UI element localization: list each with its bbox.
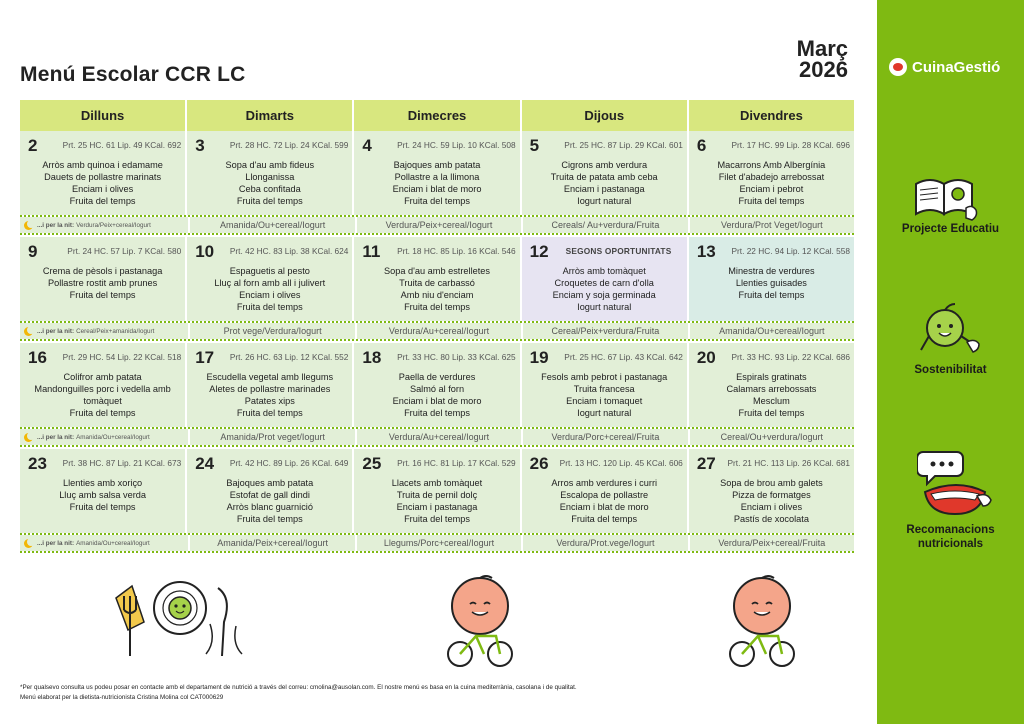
day-cell xyxy=(522,449,689,533)
dish-item: Fruita del temps xyxy=(236,514,303,524)
dish-item: Enciam i olives xyxy=(740,502,803,512)
day-number: 11 xyxy=(362,242,381,261)
dish-item: Bajoques amb patata xyxy=(393,160,481,170)
dish-item: Mesclum xyxy=(753,396,790,406)
dinner-suggestion xyxy=(357,323,523,339)
dish-item: Enciam i pebrot xyxy=(739,184,804,194)
day-number: 12 xyxy=(529,242,549,261)
sidebar-item-projecte-educatiu[interactable]: Projecte Educatiu xyxy=(901,223,1000,235)
dinner-suggestion xyxy=(20,535,190,551)
dish-item: Amb niu d'enciam xyxy=(400,290,474,300)
dish-list xyxy=(24,159,181,207)
dish-item: Truita de patata amb ceba xyxy=(550,172,658,182)
dinner-text: Amanida/Prot veget/Iogurt xyxy=(220,432,325,442)
dinner-text: Verdura/Prot Veget/Iogurt xyxy=(721,220,823,230)
nutrition-info: Prt. 26 HC. 63 Lip. 12 KCal. 552 xyxy=(229,352,349,362)
moon-icon xyxy=(24,221,33,230)
plate-cutlery-illustration xyxy=(100,578,250,662)
dinner-text: Prot vege/Verdura/Iogurt xyxy=(223,326,322,336)
nutrition-info: Prt. 17 HC. 99 Lip. 28 KCal. 696 xyxy=(731,140,851,150)
dinner-text: Amanida/Ou+cereal/Iogurt xyxy=(219,220,326,230)
day-number: 10 xyxy=(195,242,215,261)
nutrition-info: Prt. 29 HC. 54 Lip. 22 KCal. 518 xyxy=(62,352,182,362)
moon-icon xyxy=(24,327,33,336)
dish-item: Truita de pernil dolç xyxy=(396,490,478,500)
menu-grid xyxy=(20,100,854,553)
day-number: 24 xyxy=(195,454,215,473)
nutrition-info: Prt. 24 HC. 57 Lip. 7 KCal. 580 xyxy=(67,246,182,256)
night-label: ...i per la nit: xyxy=(37,327,75,335)
nutrition-info: Prt. 24 HC. 59 Lip. 10 KCal. 508 xyxy=(397,140,516,150)
dish-item: Aletes de pollastre marinades xyxy=(209,384,331,394)
dish-item: Llenties amb xoriço xyxy=(63,478,143,488)
day-cell xyxy=(522,131,689,215)
footer-credit: Menú elaborat per la dietista-nutricionista Cristina Molina col CAT000629 xyxy=(20,694,224,701)
dish-list xyxy=(358,159,515,207)
dish-item: Fruita del temps xyxy=(738,290,805,300)
day-number: 18 xyxy=(362,348,382,367)
dinner-suggestion xyxy=(523,535,689,551)
dinner-suggestion xyxy=(20,323,190,339)
dish-item: Fruita del temps xyxy=(404,408,470,418)
dinner-text: Cereal/Peix+amanida/Iogurt xyxy=(76,327,155,335)
dinner-text: Amanida/Peix+cereal/Iogurt xyxy=(217,538,329,548)
dish-item: Truita de carbassó xyxy=(399,278,475,288)
day-cell xyxy=(20,237,187,321)
dish-item: Fruita del temps xyxy=(236,196,303,206)
dish-item: Enciam i olives xyxy=(71,184,134,194)
day-cell xyxy=(187,131,354,215)
day-number: 3 xyxy=(195,136,205,155)
month-year xyxy=(778,38,848,80)
dish-item: Pastís de xocolata xyxy=(733,514,809,524)
dish-list xyxy=(526,265,683,313)
night-label: ...i per la nit: xyxy=(37,539,75,547)
dish-list xyxy=(358,477,515,525)
day-cells-row xyxy=(20,131,854,215)
day-cell xyxy=(354,131,521,215)
dish-item: Enciam i tomaquet xyxy=(566,396,643,406)
nutrition-info: Prt. 25 HC. 61 Lip. 49 KCal. 692 xyxy=(62,140,182,150)
dish-item: Escudella vegetal amb llegums xyxy=(206,372,334,382)
dish-item: Patates xips xyxy=(244,396,295,406)
dish-item: Arròs amb tomàquet xyxy=(562,266,646,276)
day-cell xyxy=(689,449,854,533)
dish-item: Fesols amb pebrot i pastanaga xyxy=(541,372,668,382)
dish-item: Mandonguilles porc i vedella amb tomàquet xyxy=(34,384,171,406)
dish-list xyxy=(526,159,683,207)
special-label: SEGONS OPORTUNITATS xyxy=(565,246,672,256)
dish-item: Pizza de formatges xyxy=(732,490,811,500)
day-cell xyxy=(689,343,854,427)
nutrition-info: Prt. 42 HC. 83 Lip. 38 KCal. 624 xyxy=(229,246,349,256)
moon-icon xyxy=(24,539,33,548)
dish-list xyxy=(191,371,348,419)
dish-list xyxy=(191,159,348,207)
day-cell xyxy=(689,237,854,321)
dinner-text: Verdura/Prot.vege/Iogurt xyxy=(556,538,655,548)
dish-item: Bajoques amb patata xyxy=(226,478,314,488)
dish-item: Iogurt natural xyxy=(577,408,632,418)
dinner-suggestion xyxy=(690,535,854,551)
footer-note xyxy=(20,683,577,703)
dinner-suggestion xyxy=(190,217,356,233)
nutrition-info: Prt. 25 HC. 67 Lip. 43 KCal. 642 xyxy=(564,352,683,362)
day-number: 9 xyxy=(28,242,38,261)
dish-item: Arros amb verdures i curri xyxy=(551,478,658,488)
dish-item: Espaguetis al pesto xyxy=(229,266,310,276)
dinner-suggestion xyxy=(357,429,523,445)
day-cell xyxy=(187,237,354,321)
dish-list xyxy=(693,265,850,301)
dinner-text: Amanida/Ou+cereal/Iogurt xyxy=(76,539,150,547)
dinner-suggestion xyxy=(690,217,854,233)
day-number: 6 xyxy=(696,136,707,155)
speech-mouth-icon xyxy=(917,446,993,518)
day-number: 20 xyxy=(696,348,716,367)
dish-list xyxy=(358,371,515,419)
day-header: Dimecres xyxy=(354,100,521,131)
dish-item: Enciam i blat de moro xyxy=(392,396,482,406)
peach-cyclist-illustration xyxy=(440,574,520,674)
dish-item: Iogurt natural xyxy=(577,196,632,206)
dinner-text: Verdura/Peix+cereal/Fruita xyxy=(718,538,826,548)
dish-list xyxy=(191,265,348,313)
nutrition-info: Prt. 18 HC. 85 Lip. 16 KCal. 546 xyxy=(397,246,516,256)
nutrition-info: Prt. 33 HC. 93 Lip. 22 KCal. 686 xyxy=(731,352,851,362)
dish-item: Fruita del temps xyxy=(69,290,136,300)
dish-item: Enciam i olives xyxy=(239,290,301,300)
dish-list xyxy=(526,371,683,419)
peach-cyclist-illustration xyxy=(722,574,802,674)
day-number: 19 xyxy=(529,348,549,367)
dinner-text: Cereal/Ou+verdura/Iogurt xyxy=(720,432,823,442)
dish-list xyxy=(526,477,683,525)
dinner-suggestion xyxy=(523,323,689,339)
dish-item: Dauets de pollastre marinats xyxy=(44,172,162,182)
day-number: 23 xyxy=(28,454,47,473)
footer-contact: *Per qualsevo consulta us podeu posar en contacte amb el departament de nutrició a través del correu: cmolina@ausolan.com. El nostre menú es basa en la cuina mediterrània, casolana i de qualitat. xyxy=(20,684,577,691)
dish-item: Filet d'abadejo arrebossat xyxy=(718,172,825,182)
dish-item: Estofat de gall dindi xyxy=(229,490,310,500)
open-book-icon xyxy=(910,170,982,228)
nutrition-info: Prt. 28 HC. 72 Lip. 24 KCal. 599 xyxy=(229,140,349,150)
dinner-suggestion xyxy=(523,217,689,233)
brand-mark-icon xyxy=(889,58,907,76)
dish-list xyxy=(191,477,348,525)
dish-list xyxy=(693,477,850,525)
dinner-suggestions-row xyxy=(20,321,854,341)
dish-list xyxy=(24,265,181,301)
nutrition-info: Prt. 33 HC. 80 Lip. 33 KCal. 625 xyxy=(397,352,516,362)
dish-item: Fruita del temps xyxy=(404,196,470,206)
dinner-text: Verdura/Porc+cereal/Fruita xyxy=(551,432,660,442)
nutrition-info: Prt. 13 HC. 120 Lip. 45 KCal. 606 xyxy=(559,458,683,468)
day-cell xyxy=(20,343,187,427)
dinner-suggestion xyxy=(20,217,190,233)
brand-name: CuinaGestió xyxy=(912,58,1001,76)
day-cell xyxy=(20,449,187,533)
dish-item: Salmó al forn xyxy=(409,384,465,394)
dish-item: Llonganissa xyxy=(245,172,295,182)
day-number: 17 xyxy=(195,348,215,367)
nutrition-info: Prt. 16 HC. 81 Lip. 17 KCal. 529 xyxy=(397,458,516,468)
dinner-suggestion xyxy=(690,323,854,339)
week-row xyxy=(20,449,854,553)
day-cell xyxy=(354,343,521,427)
dish-item: Llacets amb tomàquet xyxy=(391,478,483,488)
dinner-text: Verdura/Peix+cereal/Iogurt xyxy=(385,220,493,230)
dish-item: Enciam i blat de moro xyxy=(559,502,649,512)
nutrition-info: Prt. 25 HC. 87 Lip. 29 KCal. 601 xyxy=(564,140,683,150)
dish-list xyxy=(24,477,181,513)
nutrition-info: Prt. 42 HC. 89 Lip. 26 KCal. 649 xyxy=(229,458,349,468)
dish-item: Macarrons Amb Albergínia xyxy=(717,160,826,170)
dish-item: Enciam y soja germinada xyxy=(552,290,656,300)
day-cells-row xyxy=(20,343,854,427)
dish-item: Croquetes de carn d'olla xyxy=(554,278,654,288)
dinner-suggestions-row xyxy=(20,533,854,553)
dinner-suggestion xyxy=(20,429,190,445)
dish-item: Fruita del temps xyxy=(236,302,303,312)
dish-item: Lluç al forn amb all i julivert xyxy=(214,278,326,288)
dish-item: Enciam i pastanaga xyxy=(563,184,645,194)
dish-list xyxy=(693,159,850,207)
dinner-suggestion xyxy=(190,429,356,445)
sidebar xyxy=(877,0,1024,724)
dish-item: Arròs amb quinoa i edamame xyxy=(42,160,163,170)
moon-icon xyxy=(24,433,33,442)
dinner-text: Cereals/ Au+verdura/Fruita xyxy=(551,220,660,230)
year-label: 2026 xyxy=(799,57,848,82)
dish-list xyxy=(693,371,850,419)
dinner-text: Cereal/Peix+verdura/Fruita xyxy=(551,326,660,336)
brand-logo xyxy=(889,58,1000,76)
day-number: 26 xyxy=(529,454,549,473)
day-cell xyxy=(689,131,854,215)
dinner-suggestions-row xyxy=(20,427,854,447)
dish-item: Arròs blanc guarnició xyxy=(226,502,313,512)
dinner-text: Llegums/Porc+cereal/Iogurt xyxy=(383,538,495,548)
dinner-suggestion xyxy=(190,323,356,339)
day-header: Dimarts xyxy=(187,100,354,131)
day-cell xyxy=(354,237,521,321)
day-cell xyxy=(522,343,689,427)
dish-item: Crema de pèsols i pastanaga xyxy=(42,266,163,276)
dish-item: Fruita del temps xyxy=(236,408,303,418)
nutrition-info: Prt. 38 HC. 87 Lip. 21 KCal. 673 xyxy=(62,458,182,468)
dish-item: Enciam i blat de moro xyxy=(392,184,482,194)
dish-item: Paella de verdures xyxy=(398,372,476,382)
dinner-text: Verdura/Peix+cereal/Iogurt xyxy=(76,221,151,229)
dinner-suggestion xyxy=(523,429,689,445)
dish-item: Cigrons amb verdura xyxy=(561,160,648,170)
week-row xyxy=(20,237,854,341)
dish-item: Fruita del temps xyxy=(404,514,470,524)
night-label: ...i per la nit: xyxy=(37,433,75,441)
sidebar-item-recomanacions-nutricionals[interactable]: Recomanacions nutricionals xyxy=(906,524,995,550)
dish-item: Iogurt natural xyxy=(577,302,632,312)
week-row xyxy=(20,131,854,235)
day-number: 16 xyxy=(28,348,47,367)
dish-item: Sopa de brou amb galets xyxy=(720,478,823,488)
dish-item: Enciam i pastanaga xyxy=(396,502,478,512)
weekday-header xyxy=(20,100,854,131)
day-number: 4 xyxy=(362,136,372,155)
day-number: 27 xyxy=(696,454,716,473)
day-number: 5 xyxy=(529,136,540,155)
sidebar-item-sostenibilitat[interactable]: Sostenibilitat xyxy=(914,364,987,376)
day-cell xyxy=(522,237,689,321)
day-cells-row xyxy=(20,449,854,533)
dish-item: Ceba confitada xyxy=(238,184,301,194)
dinner-suggestions-row xyxy=(20,215,854,235)
night-label: ...i per la nit: xyxy=(37,221,75,229)
dish-item: Escalopa de pollastre xyxy=(560,490,649,500)
dish-item: Truita francesa xyxy=(573,384,635,394)
day-header: Divendres xyxy=(689,100,854,131)
dish-item: Espirals gratinats xyxy=(736,372,807,382)
day-cells-row xyxy=(20,237,854,321)
day-cell xyxy=(187,343,354,427)
dinner-text: Verdura/Au+cereal/Iogurt xyxy=(388,326,490,336)
day-cell xyxy=(354,449,521,533)
dish-item: Minestra de verdures xyxy=(728,266,815,276)
dinner-text: Verdura/Au+cereal/Iogurt xyxy=(388,432,490,442)
day-cell xyxy=(20,131,187,215)
day-number: 2 xyxy=(28,136,38,155)
day-header: Dilluns xyxy=(20,100,187,131)
dish-item: Sopa d'au amb fideus xyxy=(225,160,315,170)
week-row xyxy=(20,343,854,447)
apple-character-icon xyxy=(917,300,987,358)
dinner-suggestion xyxy=(357,535,523,551)
dish-list xyxy=(24,371,181,419)
nutrition-info: Prt. 21 HC. 113 Lip. 26 KCal. 681 xyxy=(727,458,851,468)
day-number: 25 xyxy=(362,454,382,473)
dish-list xyxy=(358,265,515,313)
nutrition-info: Prt. 22 HC. 94 Lip. 12 KCal. 558 xyxy=(731,246,851,256)
page-title: Menú Escolar CCR LC xyxy=(20,63,246,86)
dish-item: Pollastre a la llimona xyxy=(394,172,480,182)
dinner-suggestion xyxy=(357,217,523,233)
dish-item: Colifror amb patata xyxy=(63,372,142,382)
dinner-text: Amanida/Ou+cereal/Iogurt xyxy=(719,326,825,336)
dish-item: Fruita del temps xyxy=(738,408,805,418)
dish-item: Calamars arrebossats xyxy=(726,384,817,394)
day-cell xyxy=(187,449,354,533)
month-label: Març xyxy=(796,36,848,61)
dish-item: Pollastre rostit amb prunes xyxy=(47,278,158,288)
dish-item: Fruita del temps xyxy=(571,514,638,524)
dish-item: Lluç amb salsa verda xyxy=(59,490,147,500)
day-number: 13 xyxy=(696,242,716,261)
dish-item: Fruita del temps xyxy=(738,196,805,206)
dish-item: Sopa d'au amb estrelletes xyxy=(384,266,490,276)
dish-item: Fruita del temps xyxy=(69,408,136,418)
dish-item: Llenties guisades xyxy=(735,278,807,288)
dinner-suggestion xyxy=(190,535,356,551)
dinner-suggestion xyxy=(690,429,854,445)
dish-item: Fruita del temps xyxy=(69,502,136,512)
dinner-text: Amanida/Ou+cereal/Iogurt xyxy=(76,433,150,441)
dish-item: Fruita del temps xyxy=(404,302,470,312)
day-header: Dijous xyxy=(522,100,689,131)
dish-item: Fruita del temps xyxy=(69,196,136,206)
